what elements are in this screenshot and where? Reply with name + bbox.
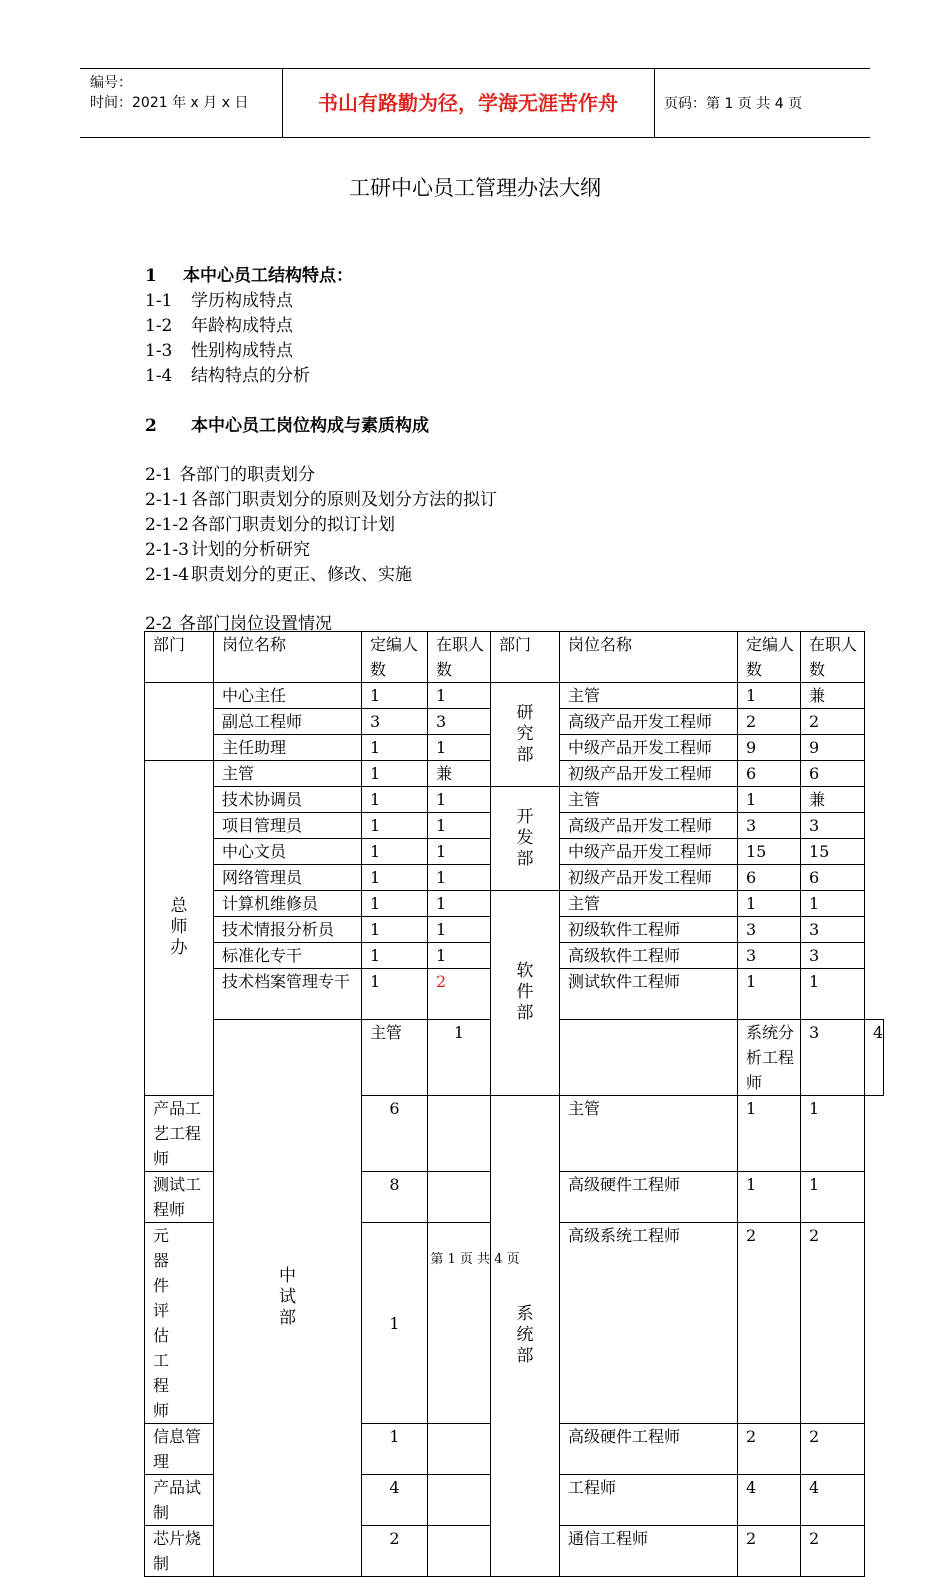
header-divider	[654, 69, 655, 137]
actual-cell: 2	[801, 1223, 865, 1424]
actual-cell	[428, 1475, 491, 1526]
quota-cell: 1	[362, 787, 428, 813]
position-cell: 中级产品开发工程师	[560, 839, 738, 865]
header-page-info: 页码：第 1 页 共 4 页	[664, 96, 803, 112]
actual-cell	[428, 1096, 491, 1172]
actual-cell: 兼	[428, 761, 491, 787]
actual-cell: 9	[801, 735, 865, 761]
position-cell: 主管	[362, 1020, 428, 1096]
dept-cell: 研究部	[491, 683, 560, 787]
position-cell: 中心主任	[214, 683, 362, 709]
page-header	[80, 68, 870, 138]
dept-cell: 系统部	[491, 1096, 560, 1577]
position-cell: 主任助理	[214, 735, 362, 761]
quota-cell: 1	[428, 1020, 491, 1096]
header-cell: 定编人数	[362, 632, 428, 683]
header-meta	[90, 73, 248, 113]
header-motto: 书山有路勤为径，学海无涯苦作舟	[318, 91, 618, 115]
header-cell: 部门	[491, 632, 560, 683]
position-cell: 高级硬件工程师	[560, 1424, 738, 1475]
actual-cell: 兼	[801, 787, 865, 813]
quota-cell: 1	[362, 917, 428, 943]
position-cell: 计算机维修员	[214, 891, 362, 917]
position-cell: 高级产品开发工程师	[560, 813, 738, 839]
quota-cell: 1	[362, 1223, 428, 1424]
quota-cell: 1	[362, 839, 428, 865]
actual-cell	[428, 1526, 491, 1577]
position-cell: 技术情报分析员	[214, 917, 362, 943]
quota-cell: 6	[738, 865, 801, 891]
page-footer: 第 1 页 共 4 页	[430, 1252, 520, 1267]
actual-cell: 2	[801, 1424, 865, 1475]
code-label: 编号：	[90, 75, 132, 91]
quota-cell: 2	[738, 709, 801, 735]
quota-cell: 3	[738, 943, 801, 969]
actual-cell: 1	[801, 969, 865, 1020]
actual-cell: 1	[428, 683, 491, 709]
actual-cell	[428, 1424, 491, 1475]
actual-cell: 2	[801, 709, 865, 735]
actual-cell: 1	[428, 735, 491, 761]
quota-cell: 1	[362, 943, 428, 969]
quota-cell: 2	[738, 1526, 801, 1577]
quota-cell: 3	[362, 709, 428, 735]
actual-cell: 1	[428, 813, 491, 839]
position-cell: 网络管理员	[214, 865, 362, 891]
outline-item: 2-1-3 计划的分析研究	[145, 540, 310, 560]
table-header-row	[145, 632, 884, 683]
header-cell: 岗位名称	[560, 632, 738, 683]
outline-item: 1-1 学历构成特点	[145, 291, 293, 311]
position-cell: 中级产品开发工程师	[560, 735, 738, 761]
table-row	[145, 891, 884, 917]
quota-cell: 1	[362, 969, 428, 1020]
quota-cell: 1	[362, 683, 428, 709]
quota-cell: 8	[362, 1172, 428, 1223]
quota-cell: 3	[738, 813, 801, 839]
position-cell: 中心文员	[214, 839, 362, 865]
position-cell: 工程师	[560, 1475, 738, 1526]
quota-cell: 1	[738, 683, 801, 709]
table-row	[145, 683, 884, 709]
actual-cell: 3	[801, 917, 865, 943]
quota-cell: 1	[362, 865, 428, 891]
dept-cell: 总师办	[145, 761, 214, 1096]
actual-cell: 4	[865, 1020, 884, 1096]
actual-cell: 15	[801, 839, 865, 865]
header-cell: 在职人数	[801, 632, 865, 683]
actual-cell: 1	[801, 891, 865, 917]
actual-cell: 1	[801, 1096, 865, 1172]
position-cell: 通信工程师	[560, 1526, 738, 1577]
actual-cell: 1	[428, 839, 491, 865]
position-cell: 产品工艺工程师	[145, 1096, 214, 1172]
outline-item: 2-1-4 职责划分的更正、修改、实施	[145, 565, 412, 585]
position-cell: 项目管理员	[214, 813, 362, 839]
quota-cell: 1	[738, 969, 801, 1020]
quota-cell: 3	[738, 917, 801, 943]
position-cell: 芯片烧制	[145, 1526, 214, 1577]
quota-cell: 1	[738, 1172, 801, 1223]
actual-cell: 6	[801, 761, 865, 787]
outline-item: 1-4 结构特点的分析	[145, 366, 310, 386]
actual-cell: 1	[428, 943, 491, 969]
quota-cell: 2	[738, 1223, 801, 1424]
quota-cell: 4	[738, 1475, 801, 1526]
actual-cell: 4	[801, 1475, 865, 1526]
position-cell: 产品试制	[145, 1475, 214, 1526]
actual-cell: 6	[801, 865, 865, 891]
position-cell: 初级软件工程师	[560, 917, 738, 943]
quota-cell: 6	[738, 761, 801, 787]
position-cell: 副总工程师	[214, 709, 362, 735]
dept-cell: 开发部	[491, 787, 560, 891]
quota-cell: 1	[738, 1096, 801, 1172]
outline-item: 1-3 性别构成特点	[145, 341, 293, 361]
header-cell: 岗位名称	[214, 632, 362, 683]
header-cell: 在职人数	[428, 632, 491, 683]
position-cell: 初级产品开发工程师	[560, 865, 738, 891]
actual-cell	[428, 1172, 491, 1223]
quota-cell: 1	[738, 787, 801, 813]
quota-cell: 2	[362, 1526, 428, 1577]
quota-cell: 4	[362, 1475, 428, 1526]
actual-cell: 2	[428, 969, 491, 1020]
quota-cell: 15	[738, 839, 801, 865]
quota-cell: 3	[801, 1020, 865, 1096]
outline-item: 2-1 各部门的职责划分	[145, 465, 315, 485]
header-cell: 部门	[145, 632, 214, 683]
quota-cell: 1	[362, 761, 428, 787]
position-cell: 主管	[560, 891, 738, 917]
position-cell: 技术档案管理专干	[214, 969, 362, 1020]
outline-item: 2 本中心员工岗位构成与素质构成	[145, 416, 429, 436]
position-cell: 初级产品开发工程师	[560, 761, 738, 787]
position-cell: 高级软件工程师	[560, 943, 738, 969]
dept-cell: 软件部	[491, 891, 560, 1096]
actual-cell: 1	[428, 917, 491, 943]
position-cell: 测试工程师	[145, 1172, 214, 1223]
position-cell: 系统分析工程师	[738, 1020, 801, 1096]
position-table	[144, 631, 884, 1577]
position-cell: 高级系统工程师	[560, 1223, 738, 1424]
dept-cell	[145, 683, 214, 761]
actual-cell: 2	[801, 1526, 865, 1577]
position-cell: 主管	[560, 1096, 738, 1172]
quota-cell: 1	[362, 735, 428, 761]
position-cell: 主管	[214, 761, 362, 787]
actual-cell: 3	[428, 709, 491, 735]
actual-cell: 3	[801, 943, 865, 969]
quota-cell: 1	[362, 813, 428, 839]
actual-cell	[560, 1020, 738, 1096]
header-cell: 定编人数	[738, 632, 801, 683]
position-cell: 高级产品开发工程师	[560, 709, 738, 735]
position-cell: 测试软件工程师	[560, 969, 738, 1020]
actual-cell: 1	[428, 891, 491, 917]
position-cell: 标准化专干	[214, 943, 362, 969]
quota-cell: 9	[738, 735, 801, 761]
document-title: 工研中心员工管理办法大纲	[349, 176, 601, 200]
position-cell: 高级硬件工程师	[560, 1172, 738, 1223]
quota-cell: 2	[738, 1424, 801, 1475]
outline-item: 1 本中心员工结构特点：	[145, 266, 353, 286]
outline-item: 1-2 年龄构成特点	[145, 316, 293, 336]
position-cell: 信息管理	[145, 1424, 214, 1475]
actual-cell: 3	[801, 813, 865, 839]
quota-cell: 6	[362, 1096, 428, 1172]
outline-item: 2-1-1 各部门职责划分的原则及划分方法的拟订	[145, 490, 497, 510]
dept-cell: 中试部	[214, 1020, 362, 1577]
outline-item: 2-1-2 各部门职责划分的拟订计划	[145, 515, 395, 535]
outline-item: 2-2 各部门岗位设置情况	[145, 614, 332, 634]
position-cell: 元器件评估工程师	[145, 1223, 214, 1424]
actual-cell: 1	[801, 1172, 865, 1223]
actual-cell: 兼	[801, 683, 865, 709]
quota-cell: 1	[738, 891, 801, 917]
quota-cell: 1	[362, 891, 428, 917]
quota-cell: 1	[362, 1424, 428, 1475]
position-cell: 主管	[560, 683, 738, 709]
actual-cell: 1	[428, 865, 491, 891]
actual-cell: 1	[428, 787, 491, 813]
position-cell: 主管	[560, 787, 738, 813]
position-cell: 技术协调员	[214, 787, 362, 813]
time-label: 时间：2021 年 x 月 x 日	[90, 95, 249, 111]
table-row	[145, 787, 884, 813]
